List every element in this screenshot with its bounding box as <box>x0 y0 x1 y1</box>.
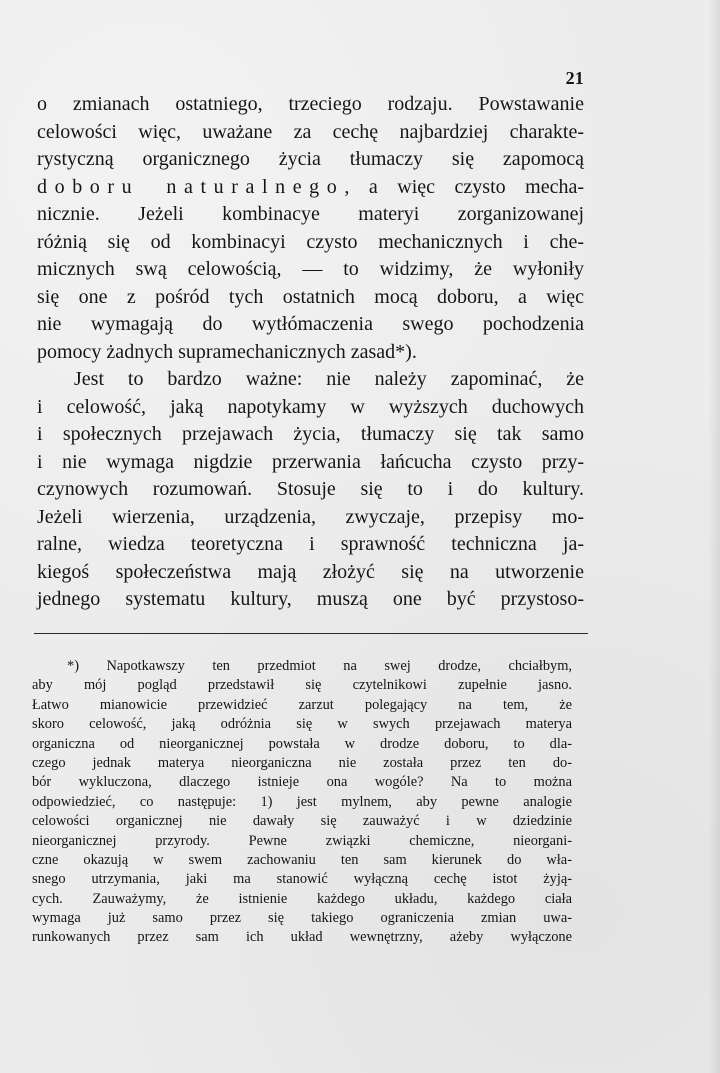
body-line: i nie wymaga nigdzie przerwania łańcucha czysto przy- <box>37 450 584 473</box>
body-line-remainder: , a więc czysto mecha- <box>344 175 584 198</box>
footnote-line: wymaga już samo przez się takiego ograniczenia zmian uwa- <box>32 910 572 927</box>
emphasized-phrase: doboru naturalnego <box>37 175 345 198</box>
body-line: celowości więc, uważane za cechę najbardziej charakte- <box>37 120 584 143</box>
main-text-block <box>37 91 584 614</box>
body-line: o zmianach ostatniego, trzeciego rodzaju. Powstawanie <box>37 93 584 115</box>
footnote-line: aby mój pogląd przedstawił się czytelnikowi zupełnie jasno. <box>32 677 572 694</box>
footnote-line: organiczna od nieorganicznej powstała w drodze doboru, to dla- <box>32 735 572 752</box>
body-line: się one z pośród tych ostatnich mocą doboru, a więc <box>37 285 584 308</box>
footnote-line: bór wykluczona, dlaczego istnieje ona wogóle? Na to można <box>32 774 572 791</box>
body-line: jednego systematu kultury, muszą one być przystoso- <box>37 588 584 610</box>
body-line: ralne, wiedza teoretyczna i sprawność techniczna ja- <box>37 533 584 555</box>
body-line: rystyczną organicznego życia tłumaczy się zapomocą <box>37 148 584 170</box>
body-line-paragraph-start: Jest to bardzo ważne: nie należy zapominać, że <box>74 368 584 390</box>
body-line: różnią się od kombinacyi czysto mechanicznych i che- <box>37 230 584 253</box>
body-line-paragraph-end: pomocy żadnych supramechanicznych zasad*). <box>37 340 417 363</box>
footnote-line: celowości organicznej nie dawały się zauważyć i w dziedzinie <box>32 813 572 830</box>
footnote-line: runkowanych przez sam ich układ wewnętrzny, ażeby wyłączone <box>32 929 572 946</box>
page-edge-shadow <box>708 0 720 1073</box>
body-line: i społecznych przejawach życia, tłumaczy się tak samo <box>37 423 584 445</box>
body-line: nicznie. Jeżeli kombinacye materyi zorganizowanej <box>37 203 584 225</box>
footnote-line: snego utrzymania, jaki ma stanowić wyłączną cechę istot żyją- <box>32 871 572 888</box>
footnote-line: nieorganicznej przyrody. Pewne związki chemiczne, nieorgani- <box>32 832 572 849</box>
body-line: micznych swą celowością, — to widzimy, że wyłoniły <box>37 258 584 280</box>
footnote-block <box>32 657 572 948</box>
body-line: Jeżeli wierzenia, urządzenia, zwyczaje, przepisy mo- <box>37 505 584 528</box>
footnote-line: czego jednak materya nieorganiczna nie została przez ten do- <box>32 754 572 771</box>
footnote-line: cych. Zauważymy, że istnienie każdego układu, każdego ciała <box>32 890 572 907</box>
body-line: nie wymagają do wytłómaczenia swego pochodzenia <box>37 313 584 335</box>
footnote-line: Łatwo mianowicie przewidzieć zarzut polegający na tem, że <box>32 696 572 713</box>
footnote-line: *) Napotkawszy ten przedmiot na swej drodze, chciałbym, <box>67 658 572 674</box>
footnote-separator <box>34 633 588 634</box>
footnote-line: skoro celowość, jaką odróżnia się w swych przejawach materya <box>32 716 572 733</box>
body-line-with-emphasis <box>37 174 584 202</box>
footnote-line: odpowiedzieć, co następuje: 1) jest mylnem, aby pewne analogie <box>32 793 572 810</box>
page-number: 21 <box>565 68 584 88</box>
body-line: kiegoś społeczeństwa mają złożyć się na utworzenie <box>37 560 584 583</box>
body-line: czynowych rozumowań. Stosuje się to i do kultury. <box>37 478 584 500</box>
body-line: i celowość, jaką napotykamy w wyższych duchowych <box>37 395 584 418</box>
footnote-line: czne okazują w swem zachowaniu ten sam kierunek do wła- <box>32 851 572 868</box>
